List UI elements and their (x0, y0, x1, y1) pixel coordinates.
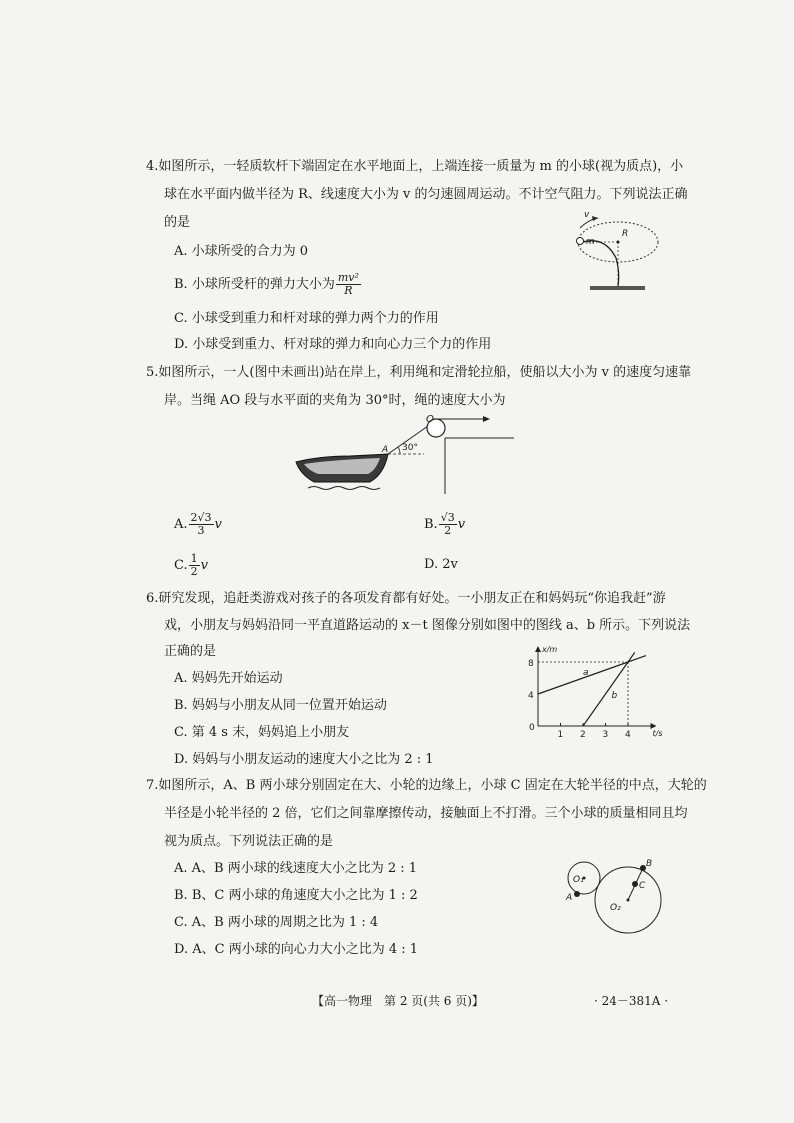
q5-option-d: D. 2v (424, 557, 458, 572)
q5-stem-line1: 5.如图所示，一人(图中未画出)站在岸上，利用绳和定滑轮拉船，使船以大小为 v 的速度匀速靠 (146, 365, 692, 380)
q6-stem-line1: 6.研究发现，追赶类游戏对孩子的各项发育都有好处。一小朋友正在和妈妈玩“你追我赶”游 (146, 591, 666, 606)
q7-stem-line1: 7.如图所示，A、B 两小球分别固定在大、小轮的边缘上，小球 C 固定在大轮半径的中点，大轮的 (146, 778, 707, 793)
chart-origin-label: 0 (529, 723, 535, 733)
q7-ball-A (574, 891, 580, 897)
q7-stem-line3: 视为质点。下列说法正确的是 (164, 834, 334, 849)
chart-x-tick-label: 4 (625, 730, 631, 740)
q7-option-c: C. A、B 两小球的周期之比为 1 : 4 (174, 915, 379, 930)
q7-label-B: B (646, 859, 653, 869)
q5-label-angle: 30° (402, 443, 418, 453)
q4-label-m: m (586, 237, 595, 247)
q5-angle-arc (398, 447, 400, 454)
q7-center-O2 (627, 899, 630, 902)
q5-option-b-den: 2 (444, 524, 452, 537)
q5-option-a-fraction (189, 512, 214, 537)
q5-option-b-num: √3 (440, 511, 455, 524)
chart-series-label-a: a (583, 668, 589, 678)
chart-series-line-b (583, 652, 635, 726)
page-footer-code: · 24－381A · (594, 994, 669, 1008)
q6-option-b: B. 妈妈与小朋友从同一位置开始运动 (174, 698, 387, 713)
q5-label-A: A (382, 445, 389, 455)
q5-option-b (424, 512, 465, 537)
q5-option-b-fraction (439, 512, 457, 537)
q6-option-a: A. 妈妈先开始运动 (174, 671, 283, 686)
q5-option-c-den: 2 (190, 565, 198, 578)
q4-ball (577, 238, 584, 245)
chart-series-label-b: b (611, 691, 618, 701)
q4-option-b-den: R (344, 284, 353, 297)
chart-y-tick-label: 8 (528, 659, 534, 669)
q4-option-b-text: B. 小球所受杆的弹力大小为 (174, 277, 335, 292)
q5-label-O: O (426, 414, 434, 425)
q7-stem-line2: 半径是小轮半径的 2 倍，它们之间靠摩擦传动，接触面上不打滑。三个小球的质量相同且均 (164, 806, 688, 821)
q6-stem-line2: 戏，小朋友与妈妈沿同一平直道路运动的 x－t 图像分别如图中的图线 a、b 所示。下列说法 (164, 618, 691, 633)
q4-option-b (174, 272, 362, 297)
chart-y-arrowhead (535, 646, 541, 652)
q4-figure (560, 206, 660, 296)
page-footer-center: 【高一物理 第 2 页(共 6 页)】 (312, 994, 484, 1008)
q5-option-b-v: v (457, 517, 466, 532)
q5-water (308, 487, 380, 490)
q4-label-v: v (584, 210, 590, 220)
q5-option-a-label: A. (174, 517, 188, 532)
q5-option-c-v: v (200, 558, 208, 573)
q5-option-a-den: 3 (197, 524, 205, 537)
q5-figure (290, 416, 520, 498)
q4-option-b-num: mv² (337, 271, 359, 284)
q5-option-c-num: 1 (190, 552, 198, 565)
q4-center-dot (617, 241, 620, 244)
q4-ground (590, 286, 645, 290)
q7-label-O2: O₂ (610, 903, 621, 913)
chart-x-label: t/s (652, 729, 663, 738)
q4-stem-line2: 球在水平面内做半径为 R、线速度大小为 v 的匀速圆周运动。不计空气阻力。下列说法正确 (164, 187, 688, 202)
q4-velocity-arrowhead (592, 216, 598, 221)
q5-option-c (174, 553, 208, 578)
q6-option-d: D. 妈妈与小朋友运动的速度大小之比为 2 : 1 (174, 752, 434, 767)
q5-option-a (174, 512, 222, 537)
q6-xt-chart (520, 642, 663, 742)
q5-option-a-num: 2√3 (190, 511, 212, 524)
q4-option-b-fraction (336, 272, 361, 297)
q4-option-d: D. 小球受到重力、杆对球的弹力和向心力三个力的作用 (174, 337, 492, 352)
q5-option-c-label: C. (174, 558, 188, 573)
q7-figure (560, 850, 670, 960)
q5-option-c-fraction (189, 553, 200, 578)
q4-option-c: C. 小球受到重力和杆对球的弹力两个力的作用 (174, 311, 439, 326)
q7-label-C: C (639, 881, 646, 891)
q6-stem-line3: 正确的是 (164, 644, 217, 659)
q7-option-b: B. B、C 两小球的角速度大小之比为 1 : 2 (174, 888, 418, 903)
q4-stem-line3: 的是 (164, 215, 191, 230)
q7-label-O1: O₁ (573, 875, 584, 885)
q5-option-a-v: v (214, 517, 222, 532)
q5-rope-arrowhead (483, 416, 490, 422)
q7-option-a: A. A、B 两小球的线速度大小之比为 2 : 1 (174, 861, 418, 876)
chart-x-tick-label: 1 (557, 730, 564, 740)
chart-series-line-a (538, 656, 646, 694)
q4-label-R: R (622, 229, 629, 239)
q5-option-b-label: B. (424, 517, 438, 532)
q6-option-c: C. 第 4 s 末，妈妈追上小朋友 (174, 725, 350, 740)
q4-rod (582, 241, 619, 286)
q4-stem-line1: 4.如图所示，一轻质软杆下端固定在水平地面上，上端连接一质量为 m 的小球(视为质点)，小 (146, 159, 684, 174)
q7-option-d: D. A、C 两小球的向心力大小之比为 4 : 1 (174, 942, 419, 957)
q4-option-a: A. 小球所受的合力为 0 (174, 244, 309, 259)
chart-y-tick-label: 4 (528, 691, 534, 701)
chart-x-tick-label: 2 (580, 730, 586, 740)
q5-stem-line2: 岸。当绳 AO 段与水平面的夹角为 30°时，绳的速度大小为 (164, 393, 506, 408)
q7-ball-C (632, 881, 638, 887)
q7-label-A: A (566, 893, 573, 903)
chart-y-label: x/m (542, 645, 558, 654)
chart-x-tick-label: 3 (602, 730, 609, 740)
